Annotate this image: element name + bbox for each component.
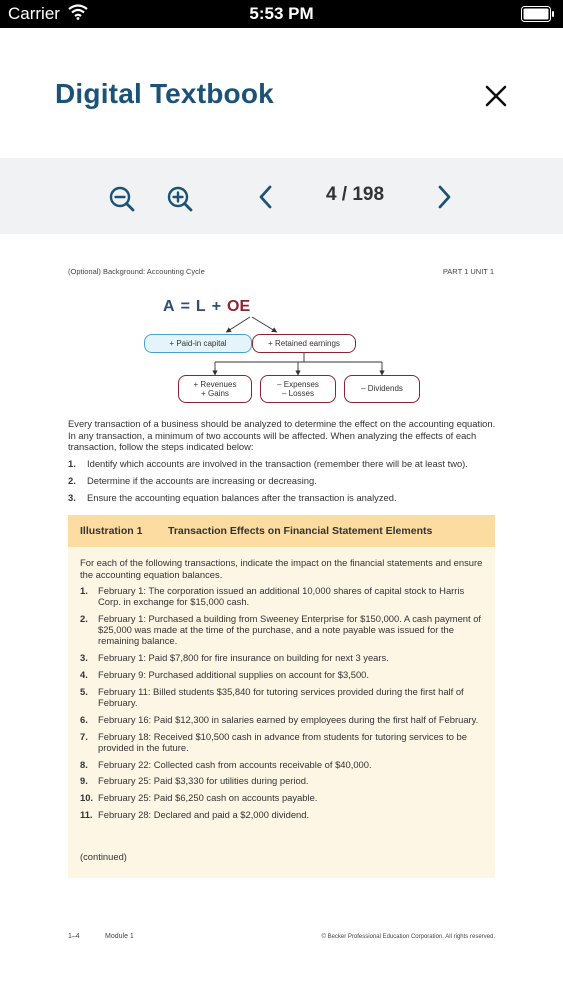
list-item: 2. Determine if the accounts are increasing or decreasing.: [68, 475, 317, 486]
list-item: 2. February 1: Purchased a building from Sweeney Enterprise for $150,000. A cash payment of $25,000 was made at the time of the purchase, and a note payable was issued for the remaining balance.: [80, 613, 482, 647]
previous-page-button[interactable]: [252, 182, 284, 214]
illustration-intro: For each of the following transactions, indicate the impact on the financial statements and ensure the accounting equation balances.: [80, 557, 483, 580]
next-page-button[interactable]: [430, 182, 462, 214]
list-item: 5. February 11: Billed students $35,840 for tutoring services provided during the first half of February.: [80, 685, 464, 708]
list-item: 11. February 28: Declared and paid a $2,000 dividend.: [80, 808, 310, 820]
list-item: 3. February 1: Paid $7,800 for fire insurance on building for next 3 years.: [80, 652, 389, 664]
running-header-left: (Optional) Background: Accounting Cycle: [68, 267, 205, 276]
list-item: 9. February 25: Paid $3,330 for utilities during period.: [80, 775, 309, 787]
running-header-right: PART 1 UNIT 1: [442, 267, 494, 276]
list-item: 3. Ensure the accounting equation balances after the transaction is analyzed.: [68, 492, 397, 503]
zoom-in-icon: [165, 184, 195, 214]
intro-paragraph: Every transaction of a business should be analyzed to determine the effect on the accounting equation. In any transaction, a minimum of two accounts will be affected. When analyzing the effects of each transaction, follow the steps indicated below:: [68, 418, 496, 453]
equation-assets: A: [163, 298, 175, 315]
diagram-retained-earnings: + Retained earnings: [252, 334, 356, 353]
zoom-out-icon: [107, 184, 137, 214]
steps-list: [68, 458, 498, 509]
header: [0, 28, 563, 158]
list-item: 6. February 16: Paid $12,300 in salaries earned by employees during the first half of February.: [80, 713, 479, 725]
reader-toolbar: [0, 158, 563, 234]
close-icon: [480, 80, 512, 112]
list-item: 10. February 25: Paid $6,250 cash on accounts payable.: [80, 792, 318, 804]
list-item: 1. February 1: The corporation issued an additional 10,000 shares of capital stock to Harris Corp. in exchange for $15,000 cash.: [80, 585, 465, 608]
diagram-revenues-gains: + Revenues + Gains: [178, 375, 252, 403]
list-item: 4. February 9: Purchased additional supplies on account for $3,500.: [80, 669, 370, 680]
equation-liabilities: L: [195, 298, 206, 315]
illustration-label: Illustration 1: [80, 525, 143, 537]
zoom-in-button[interactable]: [165, 184, 197, 216]
transaction-list: [80, 585, 485, 826]
equation-equals: =: [180, 298, 190, 315]
footer-copyright: © Becker Professional Education Corporation. All rights reserved.: [321, 934, 495, 940]
list-item: 7. February 18: Received $10,500 cash in advance from students for tutoring services to be provided in the future.: [80, 730, 467, 753]
footer-module: Module 1: [105, 933, 134, 940]
diagram-paid-in-capital: + Paid-in capital: [144, 334, 252, 353]
zoom-out-button[interactable]: [107, 184, 139, 216]
equation-owners-equity: OE: [227, 298, 251, 315]
close-button[interactable]: [480, 80, 512, 112]
illustration-header: [68, 515, 495, 547]
status-time: 5:53 PM: [249, 4, 314, 23]
list-item: 8. February 22: Collected cash from accounts receivable of $40,000.: [80, 758, 372, 770]
illustration-title: Transaction Effects on Financial Statement Elements: [168, 525, 433, 537]
chevron-right-icon: [430, 182, 458, 212]
carrier-label: Carrier: [8, 4, 60, 23]
page-indicator: 4 / 198: [325, 184, 385, 205]
diagram-expenses-losses: – Expenses – Losses: [260, 375, 336, 403]
chevron-left-icon: [252, 182, 280, 212]
status-bar: [0, 0, 563, 28]
continued-note: (continued): [80, 851, 127, 862]
footer-page-number: 1–4: [68, 933, 80, 940]
document-page[interactable]: [0, 234, 563, 1000]
accounting-equation: [163, 298, 250, 316]
page-title: Digital Textbook: [55, 78, 274, 109]
diagram-dividends: – Dividends: [344, 375, 420, 403]
equation-plus: +: [211, 298, 222, 315]
illustration-box: [68, 515, 495, 878]
battery-icon: [521, 6, 555, 22]
list-item: 1. Identify which accounts are involved in the transaction (remember there will be at least two).: [68, 458, 468, 469]
